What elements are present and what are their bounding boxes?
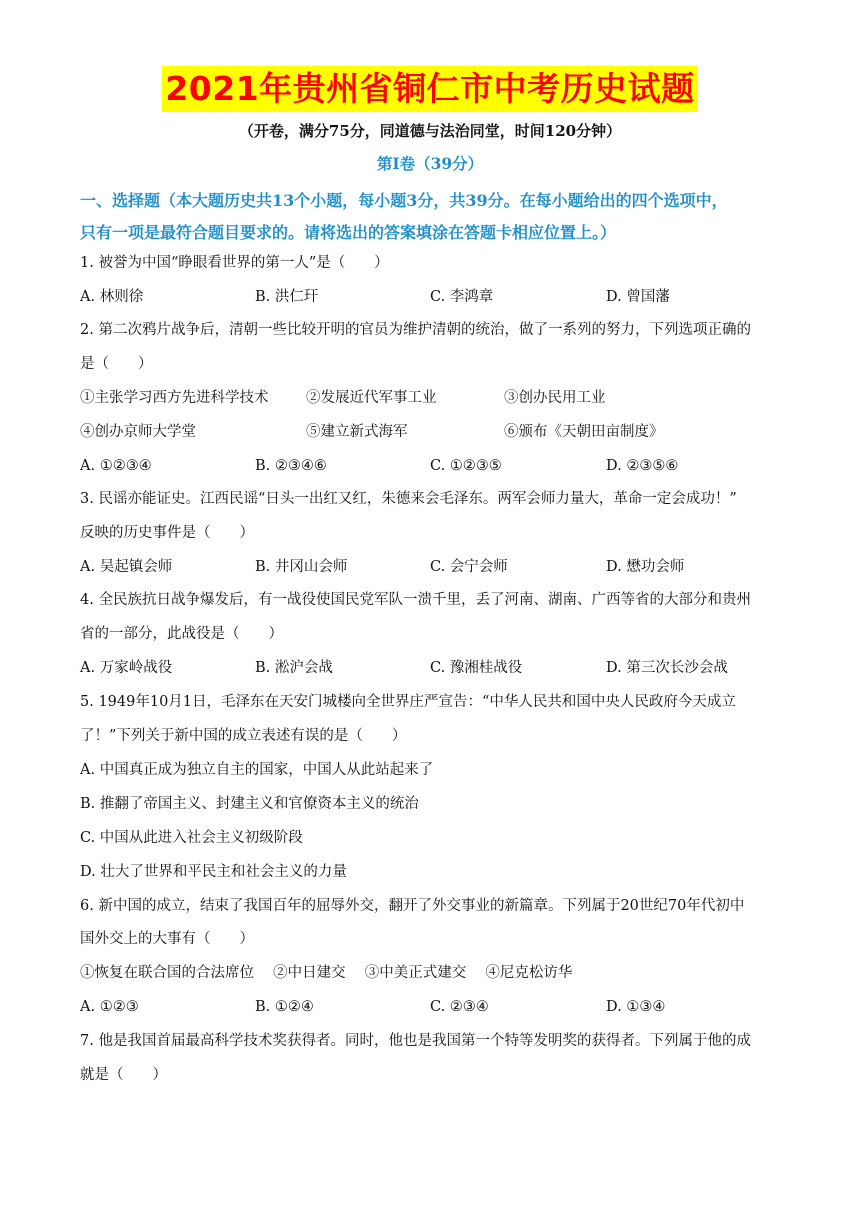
exam-title: 2021年贵州省铜仁市中考历史试题 [162, 66, 697, 112]
question-4-option-a[interactable]: A. 万家岭战役 [80, 660, 173, 676]
question-6-option-a[interactable]: A. ①②③ [80, 999, 139, 1015]
section-heading-line-2: 只有一项是最符合题目要求的。请将选出的答案填涂在答题卡相应位置上。） [80, 223, 617, 242]
question-2-option-a[interactable]: A. ①②③④ [80, 458, 152, 474]
question-2-item-4: ④创办京师大学堂 [80, 424, 196, 440]
volume-heading: 第Ⅰ卷（39分） [376, 154, 484, 173]
question-1-stem: 1. 被誉为中国“睁眼看世界的第一人”是（ ） [80, 255, 389, 271]
question-2-option-c[interactable]: C. ①②③⑤ [430, 458, 502, 474]
question-5-stem-line-2: 了！”下列关于新中国的成立表述有误的是（ ） [80, 728, 407, 744]
question-6-items: ①恢复在联合国的合法席位 ②中日建交 ③中美正式建交 ④尼克松访华 [80, 965, 573, 981]
question-2-item-6: ⑥颁布《天朝田亩制度》 [504, 424, 664, 440]
question-7-stem-line-1: 7. 他是我国首届最高科学技术奖获得者。同时，他也是我国第一个特等发明奖的获得者。下列属于他的成 [80, 1033, 751, 1049]
question-2-stem-line-1: 2. 第二次鸦片战争后，清朝一些比较开明的官员为维护清朝的统治，做了一系列的努力，下列选项正确的 [80, 322, 751, 338]
question-2-option-d[interactable]: D. ②③⑤⑥ [606, 458, 679, 474]
question-1-option-a[interactable]: A. 林则徐 [80, 289, 144, 305]
title-container [0, 66, 860, 112]
question-7-stem-line-2: 就是（ ） [80, 1067, 167, 1083]
question-4-stem-line-1: 4. 全民族抗日战争爆发后，有一战役使国民党军队一溃千里，丢了河南、湖南、广西等省的大部分和贵州 [80, 592, 751, 608]
question-1-option-b[interactable]: B. 洪仁玕 [255, 289, 319, 305]
question-1-option-c[interactable]: C. 李鸿章 [430, 289, 494, 305]
question-3-option-d[interactable]: D. 懋功会师 [606, 559, 685, 575]
question-5-option-c[interactable]: C. 中国从此进入社会主义初级阶段 [80, 830, 303, 846]
question-4-option-c[interactable]: C. 豫湘桂战役 [430, 660, 523, 676]
question-4-option-d[interactable]: D. 第三次长沙会战 [606, 660, 728, 676]
question-6-stem-line-2: 国外交上的大事有（ ） [80, 931, 254, 947]
question-4-stem-line-2: 省的一部分，此战役是（ ） [80, 626, 283, 642]
question-5-option-d[interactable]: D. 壮大了世界和平民主和社会主义的力量 [80, 864, 347, 880]
question-3-option-c[interactable]: C. 会宁会师 [430, 559, 508, 575]
question-3-option-b[interactable]: B. 井冈山会师 [255, 559, 348, 575]
question-5-stem-line-1: 5. 1949年10月1日，毛泽东在天安门城楼向全世界庄严宣告：“中华人民共和国中央人民政府今天成立 [80, 694, 736, 710]
question-6-option-c[interactable]: C. ②③④ [430, 999, 489, 1015]
question-3-option-a[interactable]: A. 吴起镇会师 [80, 559, 173, 575]
question-3-stem-line-2: 反映的历史事件是（ ） [80, 525, 254, 541]
question-2-option-b[interactable]: B. ②③④⑥ [255, 458, 327, 474]
question-6-stem-line-1: 6. 新中国的成立，结束了我国百年的屈辱外交，翻开了外交事业的新篇章。下列属于20世纪70年代初中 [80, 898, 745, 914]
section-heading [80, 185, 785, 249]
question-2-item-1: ①主张学习西方先进科学技术 [80, 390, 269, 406]
question-5-option-a[interactable]: A. 中国真正成为独立自主的国家，中国人从此站起来了 [80, 762, 434, 778]
question-2-item-3: ③创办民用工业 [504, 390, 606, 406]
question-2-item-2: ②发展近代军事工业 [306, 390, 437, 406]
section-heading-line-1: 一、选择题（本大题历史共13个小题，每小题3分，共39分。在每小题给出的四个选项中， [80, 191, 728, 210]
question-4-option-b[interactable]: B. 淞沪会战 [255, 660, 333, 676]
question-2-stem-line-2: 是（ ） [80, 356, 153, 372]
question-6-option-b[interactable]: B. ①②④ [255, 999, 314, 1015]
question-2-item-5: ⑤建立新式海军 [306, 424, 408, 440]
question-6-option-d[interactable]: D. ①③④ [606, 999, 666, 1015]
question-5-option-b[interactable]: B. 推翻了帝国主义、封建主义和官僚资本主义的统治 [80, 796, 419, 812]
exam-subtitle: （开卷，满分75分，同道德与法治同堂，时间120分钟） [238, 122, 622, 140]
question-3-stem-line-1: 3. 民谣亦能证史。江西民谣“日头一出红又红，朱德来会毛泽东。两军会师力量大，革命一定会成功！” [80, 491, 737, 507]
question-1-option-d[interactable]: D. 曾国藩 [606, 289, 670, 305]
